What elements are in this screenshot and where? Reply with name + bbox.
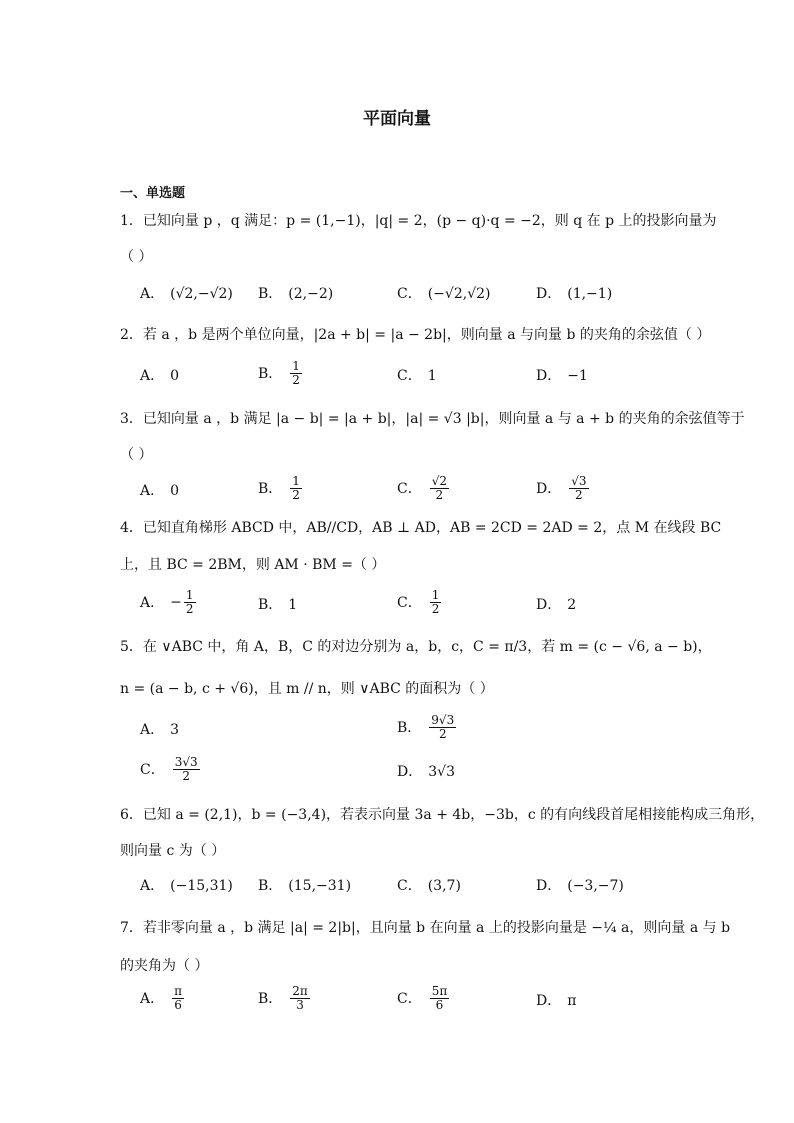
fraction-denominator: 2 — [431, 602, 440, 616]
question-1-option-c — [397, 284, 490, 304]
option-fraction — [290, 985, 310, 1012]
fraction-numerator: 2π — [292, 984, 308, 998]
option-letter: B． — [258, 990, 283, 1007]
fraction-denominator: 2 — [575, 488, 583, 502]
fraction-numerator: 5π — [431, 984, 448, 998]
option-fraction — [430, 985, 450, 1012]
question-1-option-b — [258, 284, 333, 304]
question-7-line-2: 的夹角为（ ） — [120, 958, 209, 974]
option-value: (15,−31) — [288, 878, 352, 894]
question-2-option-a — [140, 366, 179, 386]
question-3-line-2: （ ） — [120, 447, 153, 463]
question-3-option-c — [397, 475, 451, 502]
option-value: 2 — [567, 597, 577, 613]
option-letter: A． — [140, 990, 165, 1007]
fraction-numerator: 1 — [292, 474, 300, 488]
fraction-numerator: √3 — [571, 474, 587, 488]
option-fraction — [290, 475, 302, 502]
question-5-option-a — [140, 720, 179, 740]
fraction-denominator: 2 — [182, 769, 190, 783]
question-5-option-d — [397, 762, 455, 782]
option-letter: B． — [258, 286, 283, 302]
question-4-line-1: 4．已知直角梯形 ABCD 中，AB//CD，AB ⊥ AD，AB = 2CD = 2AD = 2，点 M 在线段 BC — [120, 520, 722, 536]
question-6-line-2: 则向量 c 为（ ） — [120, 843, 226, 859]
option-value: π — [567, 993, 577, 1009]
question-7-option-d — [536, 991, 576, 1011]
fraction-numerator: π — [174, 984, 183, 998]
question-2-option-b — [258, 360, 304, 387]
question-3-option-d — [536, 475, 591, 502]
question-7-line-1: 7．若非零向量 a ，b 满足 |a| = 2|b|，且向量 b 在向量 a 上的投影向量是 −¼ a，则向量 a 与 b — [120, 920, 731, 936]
fraction-denominator: 2 — [438, 727, 447, 741]
option-letter: C． — [397, 286, 422, 302]
option-letter: A． — [140, 286, 165, 302]
option-fraction — [173, 756, 200, 783]
question-2-option-d — [536, 366, 588, 386]
option-letter: D． — [536, 480, 562, 497]
option-letter: A． — [140, 594, 165, 611]
fraction-numerator: 1 — [292, 359, 300, 373]
page-title: 平面向量 — [363, 109, 431, 129]
option-letter: A． — [140, 878, 165, 894]
option-value: 3 — [170, 722, 180, 738]
fraction-denominator: 2 — [292, 488, 300, 502]
option-letter: D． — [397, 764, 423, 780]
question-6-line-1: 6．已知 a = (2,1)，b = (−3,4)，若表示向量 3a + 4b，−3b，c 的有向线段首尾相接能构成三角形， — [120, 807, 765, 823]
question-7-option-b — [258, 985, 312, 1012]
option-letter: A． — [140, 722, 165, 738]
fraction-denominator: 2 — [292, 373, 300, 387]
option-value: 3√3 — [428, 764, 455, 780]
option-letter: A． — [140, 368, 165, 384]
question-6-option-c — [397, 876, 461, 896]
question-5-line-1: 5．在 ∨ABC 中，角 A，B，C 的对边分别为 a，b，c，C = π/3，若 m = (c − √6, a − b)， — [120, 639, 712, 655]
option-value: (1,−1) — [567, 286, 613, 302]
option-value: 1 — [427, 368, 437, 384]
option-fraction — [172, 985, 184, 1012]
option-value: 0 — [170, 368, 180, 384]
option-value: (−3,−7) — [567, 878, 624, 894]
question-3-option-b — [258, 475, 304, 502]
option-letter: C． — [397, 480, 422, 497]
option-letter: B． — [258, 480, 283, 497]
option-value: 1 — [288, 597, 298, 613]
fraction-denominator: 6 — [435, 998, 444, 1012]
fraction-denominator: 3 — [296, 998, 304, 1012]
question-1-line-1: 1．已知向量 p ，q 满足：p = (1,−1)，|q| = 2，(p − q)·q = −2，则 q 在 p 上的投影向量为 — [120, 213, 717, 229]
fraction-numerator: 1 — [431, 588, 440, 602]
option-letter: D． — [536, 286, 562, 302]
fraction-denominator: 2 — [435, 488, 444, 502]
question-6-option-b — [258, 876, 351, 896]
option-value: (√2,−√2) — [170, 286, 233, 302]
option-letter: C． — [397, 990, 422, 1007]
option-letter: C． — [397, 878, 422, 894]
option-letter: C． — [397, 594, 422, 611]
question-5-option-c — [140, 756, 202, 783]
question-4-option-c — [397, 589, 443, 616]
option-letter: B． — [397, 719, 422, 736]
option-letter: D． — [536, 878, 562, 894]
option-fraction — [430, 589, 442, 616]
section-heading: 一、单选题 — [120, 186, 186, 201]
option-letter: B． — [258, 597, 283, 613]
question-7-option-c — [397, 985, 451, 1012]
option-value: 0 — [170, 483, 180, 499]
option-value: (2,−2) — [288, 286, 334, 302]
question-2-option-c — [397, 366, 437, 386]
option-fraction — [290, 360, 302, 387]
option-value: (3,7) — [427, 878, 461, 894]
question-7-option-a — [140, 985, 186, 1012]
option-value: −1 — [567, 368, 588, 384]
option-fraction — [184, 589, 196, 616]
question-5-line-2: n = (a − b, c + √6)，且 m // n，则 ∨ABC 的面积为（ ） — [120, 681, 494, 697]
question-3-option-a — [140, 481, 179, 501]
option-fraction — [430, 475, 449, 502]
question-4-line-2: 上，且 BC = 2BM，则 AM · BM =（ ） — [120, 557, 386, 573]
fraction-numerator: √2 — [431, 474, 447, 488]
option-letter: B． — [258, 878, 283, 894]
option-letter: C． — [397, 368, 422, 384]
question-3-line-1: 3．已知向量 a ，b 满足 |a − b| = |a + b|，|a| = √3 |b|，则向量 a 与 a + b 的夹角的余弦值等于 — [120, 411, 745, 427]
option-value: (−15,31) — [170, 878, 233, 894]
question-4-option-a — [140, 589, 198, 616]
question-4-option-b — [258, 595, 297, 615]
question-1-option-a — [140, 284, 233, 304]
option-letter: D． — [536, 368, 562, 384]
option-letter: C． — [140, 761, 165, 778]
option-letter: A． — [140, 483, 165, 499]
option-sign: − — [170, 594, 182, 611]
fraction-numerator: 1 — [185, 588, 194, 602]
option-letter: D． — [536, 993, 562, 1009]
fraction-numerator: 9√3 — [431, 713, 455, 727]
question-1-option-d — [536, 284, 612, 304]
question-4-option-d — [536, 595, 576, 615]
option-value: (−√2,√2) — [427, 286, 491, 302]
fraction-denominator: 6 — [174, 998, 182, 1012]
question-6-option-d — [536, 876, 624, 896]
option-fraction — [569, 475, 588, 502]
option-letter: B． — [258, 365, 283, 382]
question-1-line-2: （ ） — [120, 249, 153, 265]
question-2-line-1: 2．若 a ，b 是两个单位向量，|2a + b| = |a − 2b|，则向量 a 与向量 b 的夹角的余弦值（ ） — [120, 327, 711, 343]
fraction-numerator: 3√3 — [174, 755, 198, 769]
option-fraction — [429, 714, 456, 741]
option-letter: D． — [536, 597, 562, 613]
fraction-denominator: 2 — [185, 602, 194, 616]
question-6-option-a — [140, 876, 233, 896]
question-5-option-b — [397, 714, 458, 741]
